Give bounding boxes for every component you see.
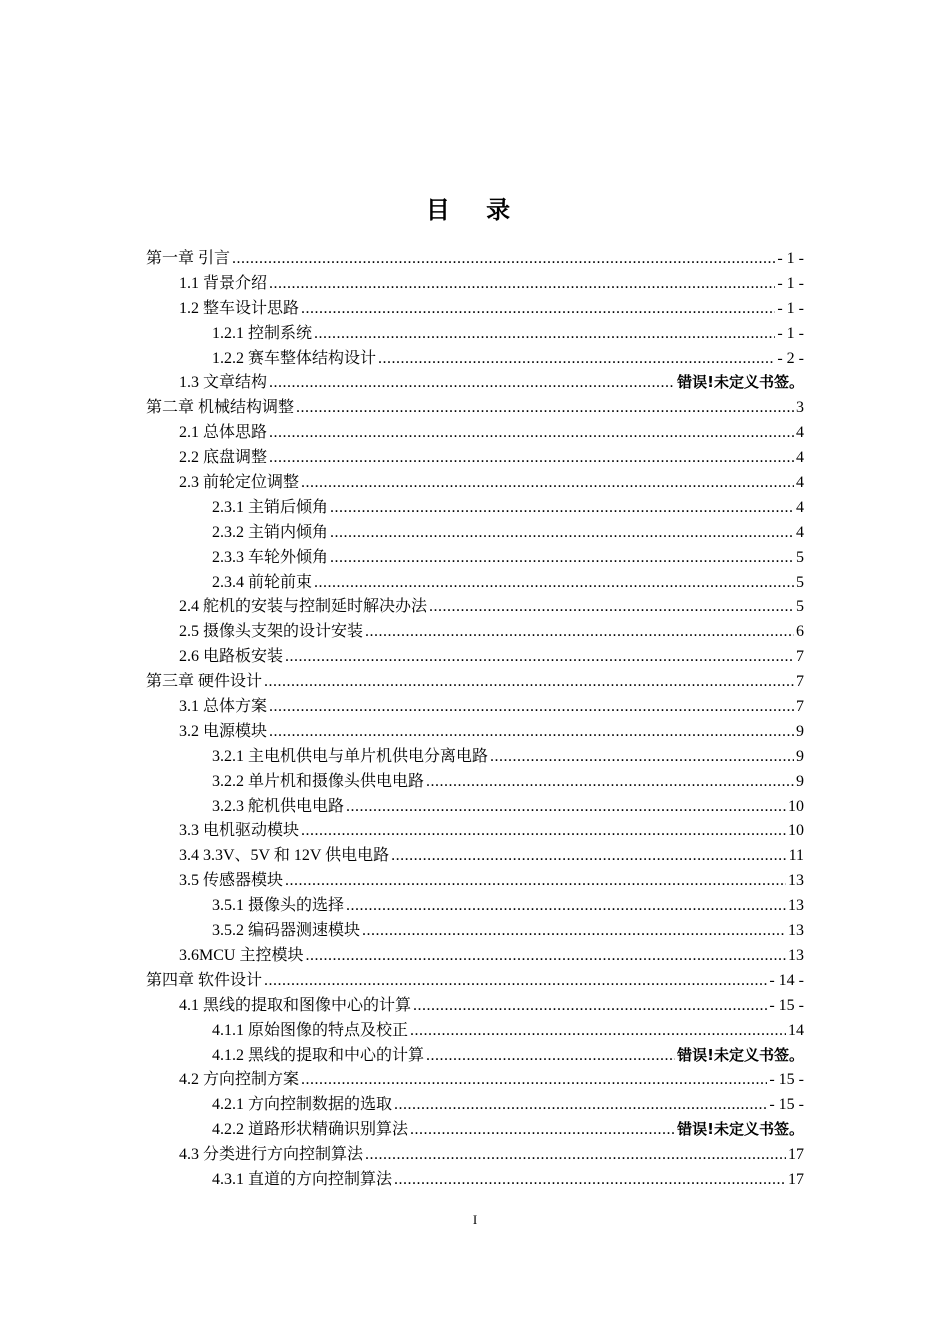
- toc-entry[interactable]: [146, 643, 804, 668]
- toc-title: 目 录: [425, 196, 525, 224]
- toc-entry-page: 13: [788, 946, 804, 964]
- toc-entry-page: 9: [796, 772, 804, 790]
- toc-entry-page: 9: [796, 722, 804, 740]
- toc-entry-page: - 1 -: [777, 299, 804, 317]
- toc-dot-leader: [378, 350, 775, 368]
- toc-entry-label: 2.2 底盘调整: [179, 449, 268, 467]
- toc-entry-label: 1.2 整车设计思路: [179, 299, 300, 317]
- toc-entry-page: 7: [796, 673, 804, 691]
- toc-entry[interactable]: [146, 618, 804, 643]
- toc-dot-leader: [429, 598, 794, 616]
- toc-entry[interactable]: [146, 394, 804, 419]
- toc-entry-bookmark-error: 错误!未定义书签。: [677, 373, 804, 392]
- toc-entry[interactable]: [146, 469, 804, 494]
- toc-entry[interactable]: [146, 992, 804, 1017]
- toc-entry-page: 13: [788, 872, 804, 890]
- toc-dot-leader: [330, 499, 794, 517]
- toc-entry-page: 4: [796, 424, 804, 442]
- toc-dot-leader: [346, 798, 786, 816]
- toc-dot-leader: [410, 1022, 786, 1040]
- toc-entry[interactable]: [146, 1042, 804, 1067]
- toc-dot-leader: [269, 424, 794, 442]
- toc-entry-page: - 1 -: [777, 250, 804, 267]
- toc-entry-label: 2.3 前轮定位调整: [179, 474, 300, 492]
- toc-dot-leader: [330, 549, 794, 567]
- toc-entry-page: 9: [796, 747, 804, 765]
- toc-entry-page: 17: [788, 1170, 804, 1188]
- toc-dot-leader: [301, 822, 786, 840]
- toc-entry-label: 1.2.2 赛车整体结构设计: [212, 349, 377, 367]
- toc-entry-label: 2.3.2 主销内倾角: [212, 523, 329, 541]
- toc-dot-leader: [314, 574, 794, 592]
- toc-entry-label: 4.2.1 方向控制数据的选取: [212, 1096, 393, 1114]
- toc-entry-label: 2.6 电路板安装: [179, 648, 284, 666]
- toc-entry[interactable]: [146, 892, 804, 917]
- toc-entry-label: 3.5 传感器模块: [179, 872, 284, 890]
- toc-entry[interactable]: [146, 1166, 804, 1191]
- toc-dot-leader: [362, 922, 786, 940]
- toc-entry[interactable]: [146, 967, 804, 992]
- toc-entry[interactable]: [146, 917, 804, 942]
- toc-entry[interactable]: [146, 593, 804, 618]
- toc-entry[interactable]: [146, 270, 804, 295]
- toc-entry-label: 4.3 分类进行方向控制算法: [179, 1146, 364, 1164]
- toc-dot-leader: [413, 997, 767, 1015]
- toc-entry-label: 第四章 软件设计: [146, 971, 263, 989]
- toc-dot-leader: [301, 1071, 767, 1089]
- toc-entry-page: 5: [796, 598, 804, 616]
- toc-entry[interactable]: [146, 569, 804, 594]
- toc-entry-label: 2.3.3 车轮外倾角: [212, 548, 329, 566]
- toc-entry[interactable]: [146, 519, 804, 544]
- toc-entry-page: 10: [788, 822, 804, 840]
- toc-entry-bookmark-error: 错误!未定义书签。: [677, 1120, 804, 1139]
- toc-entry-label: 4.2.2 道路形状精确识别算法: [212, 1121, 409, 1139]
- toc-entry-label: 2.5 摄像头支架的设计安装: [179, 623, 364, 641]
- toc-entry-label: 3.5.2 编码器测速模块: [212, 922, 361, 940]
- toc-entry-label: 3.5.1 摄像头的选择: [212, 897, 345, 915]
- toc-entry-label: 1.2.1 控制系统: [212, 324, 313, 342]
- toc-entry-label: 第二章 机械结构调整: [146, 399, 295, 417]
- toc-entry-label: 1.1 背景介绍: [179, 274, 268, 292]
- toc-entry-label: 4.1 黑线的提取和图像中心的计算: [179, 996, 412, 1014]
- toc-entry[interactable]: [146, 768, 804, 793]
- toc-entry-label: 2.3.1 主销后倾角: [212, 498, 329, 516]
- toc-entry[interactable]: [146, 718, 804, 743]
- toc-entry[interactable]: [146, 494, 804, 519]
- toc-entry-label: 3.4 3.3V、5V 和 12V 供电电路: [179, 847, 390, 865]
- toc-entry-label: 4.2 方向控制方案: [179, 1071, 300, 1089]
- toc-dot-leader: [264, 673, 794, 691]
- toc-entry-page: 10: [788, 797, 804, 815]
- toc-dot-leader: [365, 1146, 786, 1164]
- toc-entry-page: 17: [788, 1146, 804, 1164]
- toc-entry-page: 5: [796, 548, 804, 566]
- toc-entry-page: 4: [796, 523, 804, 541]
- toc-entry-page: 11: [788, 847, 804, 865]
- toc-dot-leader: [232, 250, 775, 268]
- toc-dot-leader: [269, 698, 794, 716]
- toc-entry-page: 4: [796, 498, 804, 516]
- toc-entry-page: - 1 -: [777, 274, 804, 292]
- toc-entry-page: - 15 -: [769, 1071, 804, 1089]
- toc-entry[interactable]: [146, 743, 804, 768]
- toc-dot-leader: [269, 449, 794, 467]
- toc-dot-leader: [330, 524, 794, 542]
- page-number-footer: I: [472, 1212, 478, 1227]
- toc-dot-leader: [490, 748, 794, 766]
- toc-dot-leader: [269, 723, 794, 741]
- toc-entry[interactable]: [146, 867, 804, 892]
- toc-entry[interactable]: [146, 942, 804, 967]
- toc-entry-page: 4: [796, 449, 804, 467]
- toc-dot-leader: [285, 648, 794, 666]
- toc-entry-page: 5: [796, 573, 804, 591]
- toc-entry[interactable]: [146, 444, 804, 469]
- toc-entry-label: 3.2 电源模块: [179, 722, 268, 740]
- toc-entry[interactable]: [146, 817, 804, 842]
- toc-entry[interactable]: [146, 245, 804, 270]
- toc-entry[interactable]: [146, 295, 804, 320]
- toc-dot-leader: [296, 399, 794, 417]
- toc-entry-page: - 14 -: [769, 971, 804, 989]
- toc-dot-leader: [301, 474, 794, 492]
- toc-entry[interactable]: [146, 668, 804, 693]
- toc-entry-label: 4.1.1 原始图像的特点及校正: [212, 1021, 409, 1039]
- toc-entry-label: 1.3 文章结构: [179, 374, 268, 392]
- toc-entry-label: 第三章 硬件设计: [146, 673, 263, 691]
- toc-entry-label: 3.6MCU 主控模块: [179, 946, 304, 964]
- table-of-contents: [146, 245, 804, 1191]
- toc-entry[interactable]: [146, 320, 804, 345]
- toc-entry-label: 2.4 舵机的安装与控制延时解决办法: [179, 598, 428, 616]
- toc-entry-page: - 1 -: [777, 324, 804, 342]
- toc-entry-page: 6: [796, 623, 804, 641]
- toc-entry-page: - 15 -: [769, 996, 804, 1014]
- toc-entry-label: 2.1 总体思路: [179, 424, 268, 442]
- toc-entry[interactable]: [146, 1116, 804, 1141]
- toc-dot-leader: [394, 1096, 767, 1114]
- toc-entry[interactable]: [146, 1017, 804, 1042]
- toc-dot-leader: [269, 275, 775, 293]
- toc-dot-leader: [285, 872, 786, 890]
- toc-entry[interactable]: [146, 345, 804, 370]
- toc-entry[interactable]: [146, 544, 804, 569]
- toc-dot-leader: [410, 1121, 675, 1139]
- toc-dot-leader: [394, 1171, 786, 1189]
- toc-entry-page: - 2 -: [777, 349, 804, 367]
- toc-entry[interactable]: [146, 793, 804, 818]
- toc-dot-leader: [365, 623, 794, 641]
- toc-dot-leader: [264, 972, 767, 990]
- toc-entry[interactable]: [146, 369, 804, 394]
- toc-dot-leader: [269, 374, 675, 392]
- toc-entry[interactable]: [146, 1066, 804, 1091]
- toc-dot-leader: [346, 897, 786, 915]
- toc-entry-label: 2.3.4 前轮前束: [212, 573, 313, 591]
- toc-entry[interactable]: [146, 842, 804, 867]
- toc-entry-label: 3.3 电机驱动模块: [179, 822, 300, 840]
- toc-entry-page: 3: [796, 399, 804, 417]
- toc-entry-page: 13: [788, 897, 804, 915]
- toc-entry[interactable]: [146, 693, 804, 718]
- toc-entry-label: 4.1.2 黑线的提取和中心的计算: [212, 1046, 425, 1064]
- toc-entry-label: 3.2.2 单片机和摄像头供电电路: [212, 772, 425, 790]
- toc-entry-label: 第一章 引言: [146, 250, 231, 267]
- toc-entry-page: 14: [788, 1021, 804, 1039]
- toc-entry-label: 4.3.1 直道的方向控制算法: [212, 1170, 393, 1188]
- toc-entry-page: 7: [796, 698, 804, 716]
- toc-entry-label: 3.1 总体方案: [179, 698, 268, 716]
- toc-dot-leader: [305, 947, 786, 965]
- toc-entry-page: 13: [788, 922, 804, 940]
- toc-entry[interactable]: [146, 1141, 804, 1166]
- toc-entry-page: - 15 -: [769, 1096, 804, 1114]
- toc-entry-label: 3.2.1 主电机供电与单片机供电分离电路: [212, 747, 489, 765]
- toc-dot-leader: [391, 847, 787, 865]
- toc-dot-leader: [314, 325, 775, 343]
- toc-entry-page: 4: [796, 474, 804, 492]
- toc-entry-label: 3.2.3 舵机供电电路: [212, 797, 345, 815]
- toc-dot-leader: [301, 300, 775, 318]
- toc-entry-bookmark-error: 错误!未定义书签。: [677, 1045, 804, 1064]
- toc-entry[interactable]: [146, 1091, 804, 1116]
- toc-entry[interactable]: [146, 419, 804, 444]
- toc-dot-leader: [426, 1047, 675, 1065]
- toc-entry-page: 7: [796, 648, 804, 666]
- toc-dot-leader: [426, 773, 794, 791]
